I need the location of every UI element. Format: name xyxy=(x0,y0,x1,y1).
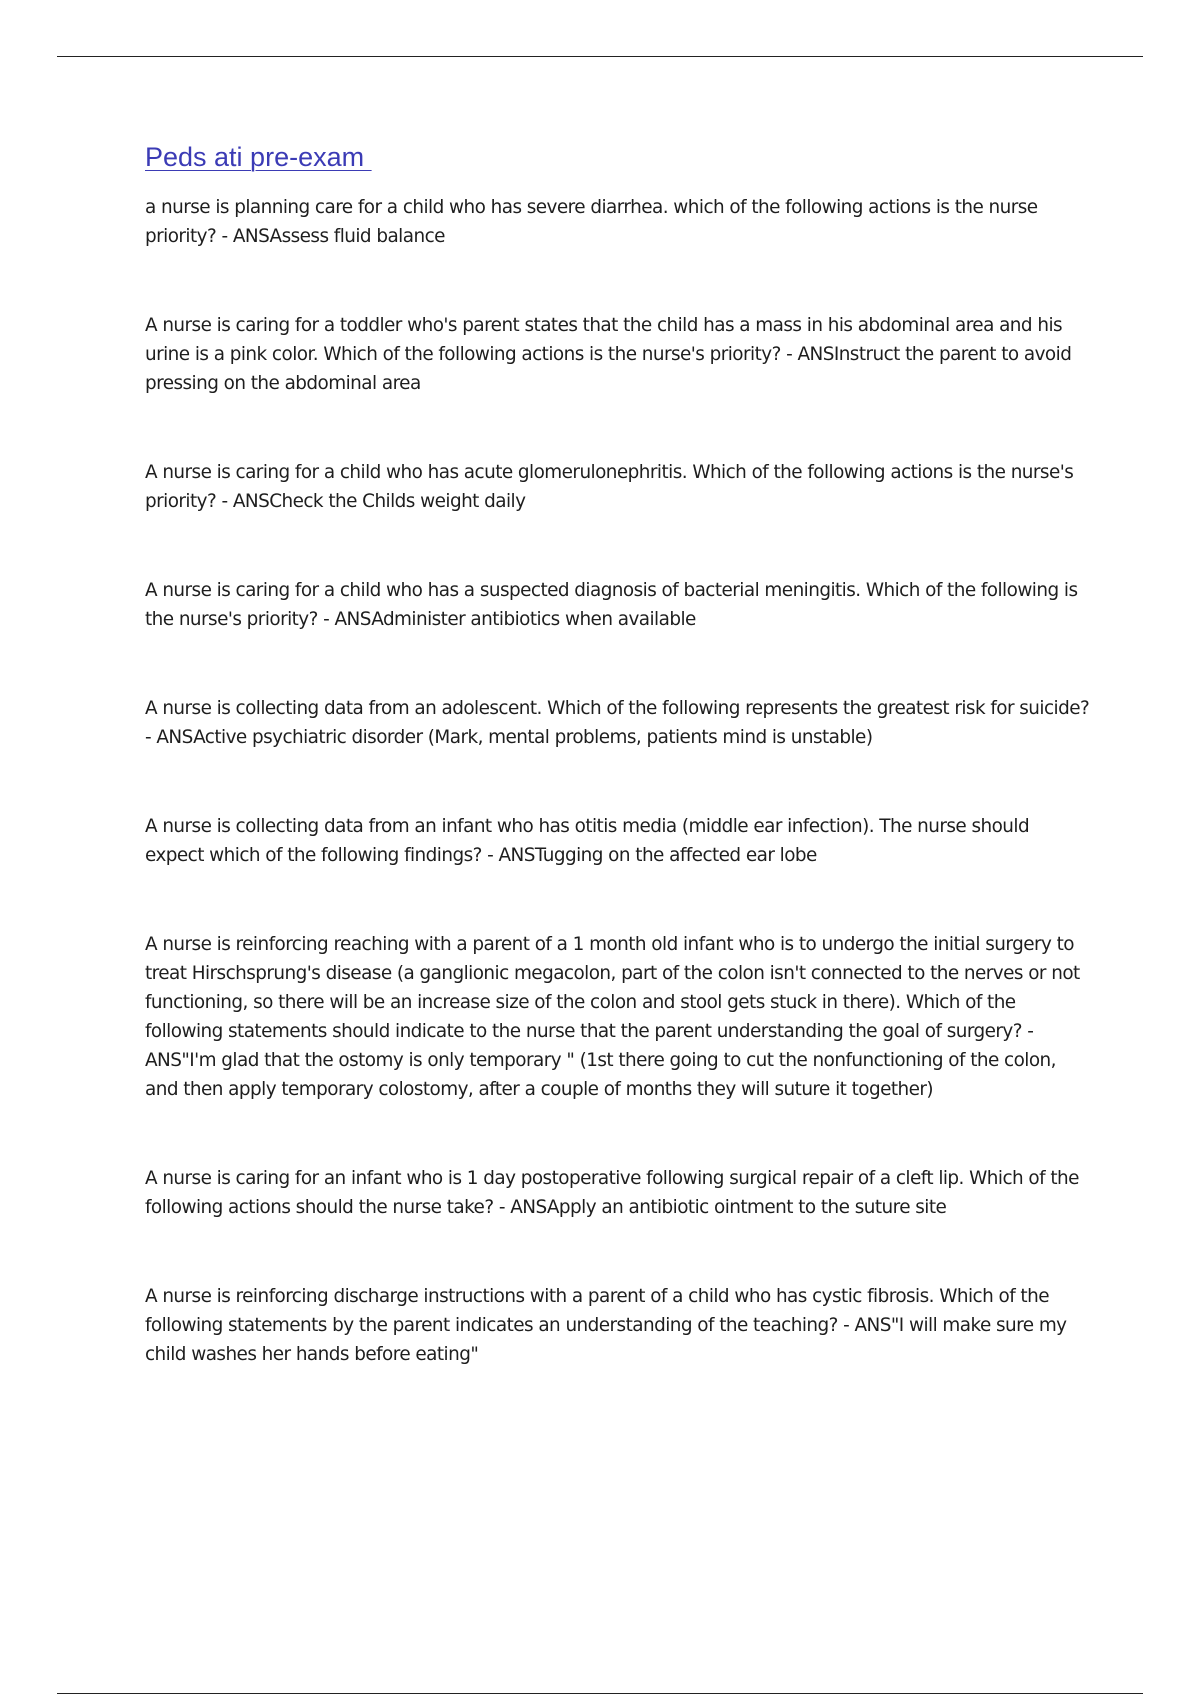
qa-list xyxy=(145,193,1090,1429)
qa-item: a nurse is planning care for a child who has severe diarrhea. which of the following actions is the nurse priority? - ANSAssess fluid balance xyxy=(145,197,1038,247)
qa-item: A nurse is reinforcing reaching with a parent of a 1 month old infant who is to undergo the initial surgery to treat Hirschsprung's disease (a ganglionic megacolon, part of the colon isn't connected to the nerves or not functioning, so there will be an increase size of the colon and stool gets stuck in there). Which of the following statements should indicate to the nurse that the parent understanding the goal of surgery? - ANS"I'm glad that the ostomy is only temporary " (1st there going to cut the nonfunctioning of the colon, and then apply temporary colostomy, after a couple of months they will suture it together) xyxy=(145,934,1080,1100)
qa-item: A nurse is caring for a child who has acute glomerulonephritis. Which of the following actions is the nurse's priority? - ANSCheck the Childs weight daily xyxy=(145,462,1074,512)
qa-item: A nurse is caring for an infant who is 1 day postoperative following surgical repair of a cleft lip. Which of the following actions should the nurse take? - ANSApply an antibiotic ointment to the suture site xyxy=(145,1168,1079,1218)
qa-item: A nurse is caring for a toddler who's parent states that the child has a mass in his abdominal area and his urine is a pink color. Which of the following actions is the nurse's priority? - ANSInstruct the parent to avoid pressing on the abdominal area xyxy=(145,315,1072,394)
qa-item: A nurse is collecting data from an infant who has otitis media (middle ear infection). The nurse should expect which of the following findings? - ANSTugging on the affected ear lobe xyxy=(145,816,1030,866)
top-divider xyxy=(57,56,1143,57)
bottom-divider xyxy=(57,1693,1143,1694)
qa-item: A nurse is reinforcing discharge instructions with a parent of a child who has cystic fibrosis. Which of the following statements by the parent indicates an understanding of the teaching? - ANS"I will make sure my child washes her hands before eating" xyxy=(145,1286,1067,1365)
document-title-link[interactable]: Peds ati pre-exam xyxy=(145,142,372,172)
qa-item: A nurse is caring for a child who has a suspected diagnosis of bacterial meningitis. Which of the following is the nurse's priority? - ANSAdminister antibiotics when available xyxy=(145,580,1078,630)
qa-item: A nurse is collecting data from an adolescent. Which of the following represents the greatest risk for suicide? - ANSActive psychiatric disorder (Mark, mental problems, patients mind is unstable) xyxy=(145,698,1090,748)
